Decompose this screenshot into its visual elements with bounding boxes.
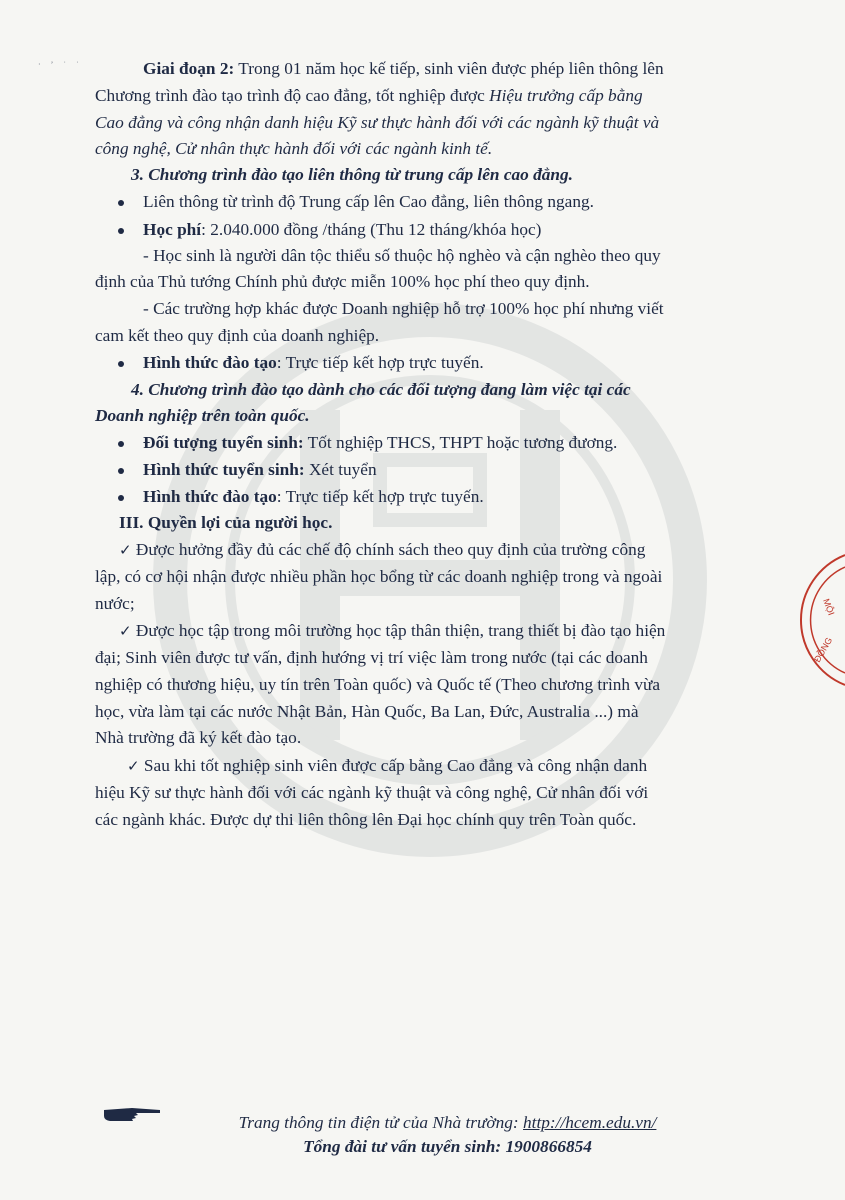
bullet-icon	[118, 200, 124, 206]
stage-2-line-2: Chương trình đào tạo trình độ cao đẳng, tốt nghiệp được Hiệu trưởng cấp bằng	[95, 86, 643, 105]
stage-2-line-3: Cao đẳng và công nhận danh hiệu Kỹ sư thực hành đối với các ngành kỹ thuật và	[95, 113, 660, 132]
s3-bullet-2: Học phí: 2.040.000 đồng /tháng (Thu 12 tháng/khóa học)	[143, 220, 542, 239]
footer-website-line: Trang thông tin điện tử của Nhà trường: http://hcem.edu.vn/	[238, 1113, 657, 1132]
benefit-3-line-2: hiệu Kỹ sư thực hành đối với các ngành kỹ thuật và công nghệ, Cử nhân đối với	[95, 783, 649, 802]
checkmark-icon: ✓	[119, 541, 132, 559]
bullet-icon	[118, 228, 124, 234]
svg-text:MỘI: MỘI	[821, 597, 837, 617]
stage-2-label: Giai đoạn 2:	[143, 59, 235, 78]
section-iii-heading: III. Quyền lợi của người học.	[119, 513, 333, 532]
benefit-2-line-1: ✓ Được học tập trong môi trường học tập thân thiện, trang thiết bị đào tạo hiện	[119, 621, 666, 640]
s4-bullet-3: Hình thức đào tạo: Trực tiếp kết hợp trực tuyến.	[143, 487, 484, 506]
stage-2-line-1: Giai đoạn 2: Trong 01 năm học kế tiếp, sinh viên được phép liên thông lên	[143, 59, 664, 78]
section-3-heading: 3. Chương trình đào tạo liên thông từ trung cấp lên cao đẳng.	[131, 165, 573, 184]
section-4-heading-line-1: 4. Chương trình đào tạo dành cho các đối tượng đang làm việc tại các	[131, 380, 631, 399]
benefit-2-line-5: Nhà trường đã ký kết đào tạo.	[95, 728, 302, 747]
checkmark-icon: ✓	[127, 757, 140, 775]
section-4-heading-line-2: Doanh nghiệp trên toàn quốc.	[95, 406, 310, 425]
benefit-1-line-1: ✓ Được hưởng đầy đủ các chế độ chính sách theo quy định của trường công	[119, 540, 646, 559]
s3-para-2-line-1: - Các trường hợp khác được Doanh nghiệp hỗ trợ 100% học phí nhưng viết	[143, 299, 664, 318]
scan-marks: · ʼ ˙ ˙	[38, 60, 83, 69]
website-link[interactable]: http://hcem.edu.vn/	[523, 1113, 657, 1132]
s3-bullet-1: Liên thông từ trình độ Trung cấp lên Cao đẳng, liên thông ngang.	[143, 192, 594, 211]
svg-text:ĐỒNG: ĐỒNG	[812, 635, 835, 664]
s4-bullet-1: Đối tượng tuyển sinh: Tốt nghiệp THCS, THPT hoặc tương đương.	[143, 433, 618, 452]
stage-2-line-4: công nghệ, Cử nhân thực hành đối với các ngành kinh tế.	[95, 139, 493, 158]
bullet-icon	[118, 361, 124, 367]
footer-hotline: Tổng đài tư vấn tuyển sinh: 1900866854	[303, 1137, 592, 1156]
red-stamp-fragment	[795, 545, 845, 695]
s3-bullet-3: Hình thức đào tạo: Trực tiếp kết hợp trực tuyến.	[143, 353, 484, 372]
s3-para-1-line-1: - Học sinh là người dân tộc thiểu số thuộc hộ nghèo và cận nghèo theo quy	[143, 246, 661, 265]
checkmark-icon: ✓	[119, 622, 132, 640]
s3-para-2-line-2: cam kết theo quy định của doanh nghiệp.	[95, 326, 380, 345]
benefit-1-line-2: lập, có cơ hội nhận được nhiều phần học bổng từ các doanh nghiệp trong và ngoài	[95, 567, 663, 586]
benefit-3-line-1: ✓ Sau khi tốt nghiệp sinh viên được cấp bằng Cao đẳng và công nhận danh	[127, 756, 648, 775]
bullet-icon	[118, 495, 124, 501]
s3-para-1-line-2: định của Thủ tướng Chính phủ được miễn 100% học phí theo quy định.	[95, 272, 590, 291]
benefit-3-line-3: các ngành khác. Được dự thi liên thông lên Đại học chính quy trên Toàn quốc.	[95, 810, 637, 829]
benefit-2-line-2: đại; Sinh viên được tư vấn, định hướng vị trí việc làm trong nước (tại các doanh	[95, 648, 648, 667]
bullet-icon	[118, 468, 124, 474]
benefit-2-line-3: nghiệp có thương hiệu, uy tín trên Toàn quốc) và Quốc tế (Theo chương trình vừa	[95, 675, 661, 694]
benefit-1-line-3: nước;	[95, 594, 135, 613]
s4-bullet-2: Hình thức tuyển sinh: Xét tuyển	[143, 460, 377, 479]
bullet-icon	[118, 441, 124, 447]
benefit-2-line-4: học, vừa làm tại các nước Nhật Bản, Hàn Quốc, Ba Lan, Đức, Australia ...) mà	[95, 702, 639, 721]
